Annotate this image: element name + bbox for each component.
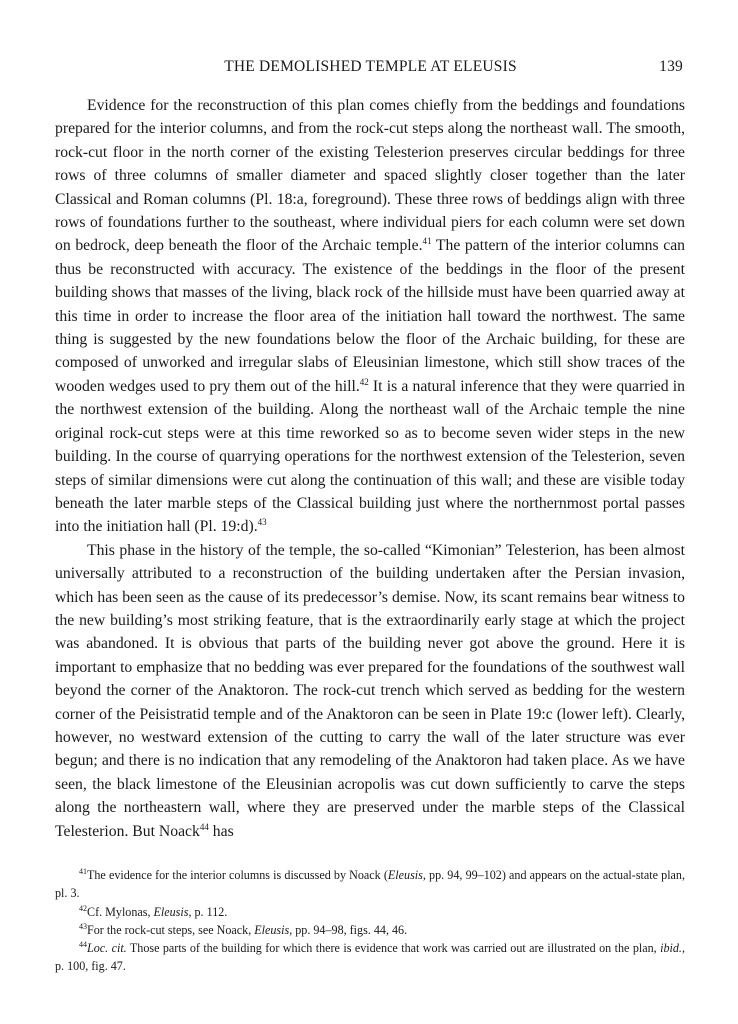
footnote-44 [55,939,685,976]
footnote-44-text-b: , p. 100, fig. 47. [55,941,685,974]
footnote-42-text-a: Cf. Mylonas, [87,904,154,919]
footnote-42 [55,903,685,921]
footnote-ref-44: 44 [199,821,209,832]
main-text [55,94,685,843]
footnote-43-number: 43 [79,921,87,931]
footnote-43-italic: Eleusis [254,922,290,937]
footnote-41-italic: Eleusis [387,868,423,882]
footnote-44-italic-b: ibid. [660,941,682,956]
paragraph-2-text-b: has [208,822,234,840]
paragraph-1-text-b: The pattern of the interior columns can thus be reconstructed with accuracy. The existence of the beddings in the floor of the present building shows that masses of the living, black rock of the hillside must have been quarried away at this time in order to increase the floor area of the initiation hall toward the northwest. The same thing is suggested by the new foundations below the floor of the Archaic building, for these are composed of unworked and irregular slabs of Eleusinian limestone, which still show traces of the wooden wedges used to pry them out of the hill. [55,237,685,395]
footnote-44-number: 44 [79,940,87,950]
footnote-42-text-b: , p. 112. [188,904,228,919]
paragraph-1 [55,94,685,539]
footnote-41 [55,866,685,903]
paragraph-1-text-c: It is a natural inference that they were quarried in the northwest extension of the building. Along the northeast wall of the Archaic temple the nine original rock-cut steps were at this time reworked so as to become seven wider steps in the new building. In the course of quarrying operations for the northwest extension of the Telesterion, seven steps of similar dimensions were cut along the continuation of this wall; and these are visible today beneath the later marble steps of the Classical building just where the northernmost portal passes into the initiation hall (Pl. 19:d). [55,377,685,536]
paragraph-1-text-a: Evidence for the reconstruction of this plan comes chiefly from the beddings and foundations prepared for the interior columns, and from the rock-cut steps along the northeast wall. The smooth, rock-cut floor in the north corner of the existing Telesterion preserves circular beddings for three rows of three columns of smaller diameter and spaced slightly closer together than the later Classical and Roman columns (Pl. 18:a, foreground). These three rows of beddings align with three rows of foundations further to the southeast, where individual piers for each column were set down on bedrock, deep beneath the floor of the Archaic temple. [55,97,685,255]
footnote-41-number: 41 [79,866,87,876]
footnote-44-italic-a: Loc. cit. [87,941,127,956]
footnote-ref-43: 43 [257,517,267,528]
footnote-41-text-b: , pp. 94, 99–102) and appears on the actual-state plan, pl. 3. [55,868,685,901]
paragraph-2 [55,539,685,843]
footnote-42-number: 42 [79,903,87,913]
page-number: 139 [659,58,683,75]
paragraph-2-text-a: This phase in the history of the temple, the so-called “Kimonian” Telesterion, has been almost universally attributed to a reconstruction of the building undertaken after the Persian invasion, which has been seen as the cause of its predecessor’s demise. Now, its scant remains bear witness to the new building’s most striking feature, that is the extraordinarily early stage at which the project was abandoned. It is obvious that parts of the building never got above the ground. Here it is important to emphasize that no bedding was ever prepared for the foundations of the southwest wall beyond the corner of the Anaktoron. The rock-cut trench which served as bedding for the western corner of the Peisistratid temple and of the Anaktoron can be seen in Plate 19:c (lower left). Clearly, however, no westward extension of the cutting to carry the wall of the later structure was ever begun; and there is no indication that any remodeling of the Anaktoron had taken place. As we have seen, the black limestone of the Eleusinian acropolis was cut down sufficiently to carve the steps along the northeastern wall, where they are preserved under the marble steps of the Classical Telesterion. But Noack [55,541,685,840]
footnote-43 [55,921,685,939]
footnotes [55,866,685,976]
footnote-ref-42: 42 [359,376,369,387]
running-header [58,58,683,80]
footnote-44-text-a: Those parts of the building for which there is evidence that work was carried out are illustrated on the plan, [126,941,661,956]
footnote-ref-41: 41 [422,236,432,247]
footnote-43-text-b: , pp. 94–98, figs. 44, 46. [289,922,408,937]
running-title: THE DEMOLISHED TEMPLE AT ELEUSIS [224,58,517,75]
footnote-41-text-a: The evidence for the interior columns is discussed by Noack ( [87,868,388,882]
footnote-42-italic: Eleusis [153,904,189,919]
footnote-43-text-a: For the rock-cut steps, see Noack, [87,922,255,937]
